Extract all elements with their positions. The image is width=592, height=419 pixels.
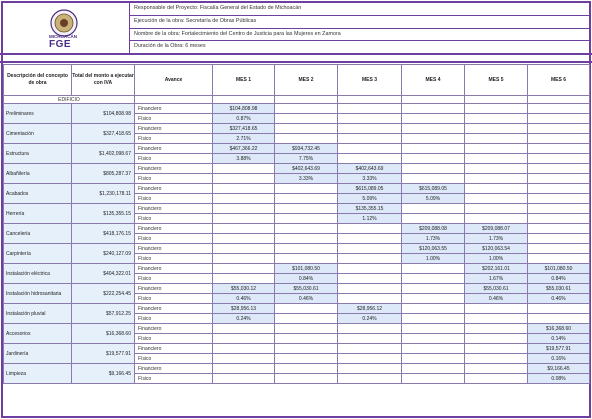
financiero-mes-1 xyxy=(213,324,275,334)
financiero-mes-2: $934,732.45 xyxy=(275,144,338,154)
fisico-mes-5: 1.67% xyxy=(465,274,528,284)
fisico-mes-4 xyxy=(402,174,465,184)
concept-name: Carpintería xyxy=(4,244,72,264)
concept-name: Estructura xyxy=(4,144,72,164)
fisico-mes-6 xyxy=(528,194,590,204)
fisico-mes-3: 1.12% xyxy=(338,214,402,224)
schedule-table xyxy=(3,64,590,384)
financiero-mes-4 xyxy=(402,344,465,354)
col-mes-6: MES 6 xyxy=(528,65,590,96)
fisico-mes-4 xyxy=(402,334,465,344)
financiero-mes-4: $209,088.08 xyxy=(402,224,465,234)
fisico-mes-1: 0.24% xyxy=(213,314,275,324)
concept-total: $9,166.45 xyxy=(72,364,135,384)
concept-name: Acabados xyxy=(4,184,72,204)
fisico-label: Físico xyxy=(135,274,213,284)
financiero-mes-4 xyxy=(402,304,465,314)
fisico-mes-5 xyxy=(465,334,528,344)
financiero-mes-1: $28,956.13 xyxy=(213,304,275,314)
col-mes-1: MES 1 xyxy=(213,65,275,96)
financiero-mes-6 xyxy=(528,104,590,114)
fisico-mes-2 xyxy=(275,254,338,264)
header-nombre: Nombre de la obra: Fortalecimiento del Centro de Justicia para las Mujeres en Zamora xyxy=(134,31,341,37)
fisico-mes-2 xyxy=(275,374,338,384)
concept-total: $418,176.15 xyxy=(72,224,135,244)
concept-name: Herrería xyxy=(4,204,72,224)
fisico-mes-2 xyxy=(275,234,338,244)
concept-total: $104,808.98 xyxy=(72,104,135,124)
table-row xyxy=(4,124,590,134)
concept-total: $404,322.01 xyxy=(72,264,135,284)
concept-total: $16,368.60 xyxy=(72,324,135,344)
financiero-mes-3 xyxy=(338,224,402,234)
fisico-label: Físico xyxy=(135,354,213,364)
col-mes-3: MES 3 xyxy=(338,65,402,96)
financiero-mes-5: $55,030.61 xyxy=(465,284,528,294)
fisico-mes-3: 0.24% xyxy=(338,314,402,324)
concept-total: $222,254.45 xyxy=(72,284,135,304)
fisico-mes-1 xyxy=(213,234,275,244)
financiero-label: Financiero xyxy=(135,144,213,154)
financiero-mes-2: $101,080.50 xyxy=(275,264,338,274)
fisico-mes-2: 7.75% xyxy=(275,154,338,164)
financiero-label: Financiero xyxy=(135,244,213,254)
fisico-mes-4 xyxy=(402,214,465,224)
financiero-mes-3 xyxy=(338,344,402,354)
fisico-mes-3 xyxy=(338,334,402,344)
fisico-mes-3 xyxy=(338,374,402,384)
fisico-mes-3 xyxy=(338,234,402,244)
concept-total: $1,230,178.11 xyxy=(72,184,135,204)
fisico-mes-5 xyxy=(465,314,528,324)
financiero-mes-1: $104,808.98 xyxy=(213,104,275,114)
fisico-mes-5 xyxy=(465,154,528,164)
fisico-mes-6 xyxy=(528,114,590,124)
fisico-mes-5 xyxy=(465,354,528,364)
fisico-mes-2: 0.84% xyxy=(275,274,338,284)
fisico-mes-1: 0.87% xyxy=(213,114,275,124)
financiero-mes-3 xyxy=(338,284,402,294)
financiero-mes-3 xyxy=(338,324,402,334)
fisico-mes-6: 0.46% xyxy=(528,294,590,304)
fisico-label: Físico xyxy=(135,314,213,324)
financiero-mes-1 xyxy=(213,224,275,234)
financiero-mes-5: $209,088.07 xyxy=(465,224,528,234)
table-row xyxy=(4,104,590,114)
financiero-mes-1 xyxy=(213,184,275,194)
concept-name: Instalación pluvial xyxy=(4,304,72,324)
financiero-mes-2 xyxy=(275,344,338,354)
financiero-label: Financiero xyxy=(135,364,213,374)
fisico-mes-2: 3.33% xyxy=(275,174,338,184)
col-avance: Avance xyxy=(135,65,213,96)
financiero-mes-2 xyxy=(275,364,338,374)
concept-total: $805,287.37 xyxy=(72,164,135,184)
concept-name: Albañilería xyxy=(4,164,72,184)
financiero-mes-3: $402,643.69 xyxy=(338,164,402,174)
financiero-mes-3 xyxy=(338,124,402,134)
fisico-label: Físico xyxy=(135,194,213,204)
fisico-mes-1: 0.46% xyxy=(213,294,275,304)
financiero-mes-3 xyxy=(338,144,402,154)
financiero-mes-2 xyxy=(275,304,338,314)
fisico-mes-3 xyxy=(338,254,402,264)
concept-name: Cimentación xyxy=(4,124,72,144)
financiero-mes-5: $202,161.01 xyxy=(465,264,528,274)
financiero-mes-1: $327,418.65 xyxy=(213,124,275,134)
fisico-mes-4 xyxy=(402,154,465,164)
financiero-mes-2 xyxy=(275,104,338,114)
financiero-mes-4 xyxy=(402,284,465,294)
fisico-mes-3 xyxy=(338,294,402,304)
financiero-mes-2 xyxy=(275,244,338,254)
financiero-mes-5 xyxy=(465,184,528,194)
financiero-mes-2 xyxy=(275,124,338,134)
logo-sub: MICHOACÁN xyxy=(49,34,77,39)
concept-total: $1,402,098.67 xyxy=(72,144,135,164)
fisico-mes-1: 2.71% xyxy=(213,134,275,144)
financiero-label: Financiero xyxy=(135,304,213,314)
financiero-mes-1 xyxy=(213,264,275,274)
financiero-mes-3 xyxy=(338,264,402,274)
financiero-mes-6 xyxy=(528,164,590,174)
fisico-mes-6: 0.14% xyxy=(528,334,590,344)
financiero-mes-6 xyxy=(528,244,590,254)
header-responsable: Responsable del Proyecto: Fiscalía General del Estado de Michoacán xyxy=(134,5,302,11)
fisico-mes-6: 0.84% xyxy=(528,274,590,284)
fisico-mes-2 xyxy=(275,114,338,124)
financiero-mes-5 xyxy=(465,104,528,114)
header-ejecucion: Ejecución de la obra: Secretaría de Obras Públicas xyxy=(134,18,257,24)
fisico-label: Físico xyxy=(135,134,213,144)
financiero-label: Financiero xyxy=(135,164,213,174)
fisico-mes-2 xyxy=(275,354,338,364)
financiero-mes-1 xyxy=(213,244,275,254)
table-row xyxy=(4,144,590,154)
fisico-mes-6 xyxy=(528,254,590,264)
fisico-mes-3 xyxy=(338,274,402,284)
fisico-mes-4: 1.73% xyxy=(402,234,465,244)
fisico-mes-2 xyxy=(275,214,338,224)
fisico-mes-1 xyxy=(213,354,275,364)
concept-total: $57,912.25 xyxy=(72,304,135,324)
fisico-label: Físico xyxy=(135,234,213,244)
fisico-mes-4 xyxy=(402,354,465,364)
financiero-mes-6 xyxy=(528,144,590,154)
concept-name: Accesorios xyxy=(4,324,72,344)
concept-name: Cancelería xyxy=(4,224,72,244)
financiero-mes-4: $120,063.55 xyxy=(402,244,465,254)
fisico-mes-1 xyxy=(213,214,275,224)
financiero-mes-5 xyxy=(465,124,528,134)
financiero-label: Financiero xyxy=(135,284,213,294)
fisico-mes-6 xyxy=(528,134,590,144)
fisico-mes-3: 5.09% xyxy=(338,194,402,204)
logo-text: FGE xyxy=(49,39,72,50)
financiero-mes-2 xyxy=(275,324,338,334)
fisico-mes-1 xyxy=(213,274,275,284)
table-row xyxy=(4,344,590,354)
financiero-mes-6: $16,368.60 xyxy=(528,324,590,334)
financiero-mes-5 xyxy=(465,364,528,374)
financiero-mes-2 xyxy=(275,184,338,194)
header-duracion: Duración de la Obra: 6 meses xyxy=(134,43,206,49)
financiero-label: Financiero xyxy=(135,324,213,334)
fisico-mes-3 xyxy=(338,354,402,364)
fisico-mes-4 xyxy=(402,314,465,324)
financiero-mes-5 xyxy=(465,164,528,174)
fisico-mes-1 xyxy=(213,174,275,184)
table-row xyxy=(4,304,590,314)
financiero-mes-5 xyxy=(465,144,528,154)
fisico-mes-4 xyxy=(402,374,465,384)
concept-total: $135,355.15 xyxy=(72,204,135,224)
concept-name: Instalación hidrosanitaria xyxy=(4,284,72,304)
financiero-label: Financiero xyxy=(135,124,213,134)
financiero-mes-6 xyxy=(528,124,590,134)
financiero-mes-6 xyxy=(528,204,590,214)
fisico-mes-1 xyxy=(213,374,275,384)
fisico-mes-2 xyxy=(275,314,338,324)
financiero-mes-2: $55,030.61 xyxy=(275,284,338,294)
fisico-mes-1 xyxy=(213,194,275,204)
concept-total: $19,577.91 xyxy=(72,344,135,364)
financiero-mes-3: $135,355.15 xyxy=(338,204,402,214)
fisico-mes-6 xyxy=(528,214,590,224)
fisico-mes-4 xyxy=(402,114,465,124)
financiero-mes-3 xyxy=(338,244,402,254)
table-row xyxy=(4,244,590,254)
fisico-mes-5 xyxy=(465,374,528,384)
fisico-label: Físico xyxy=(135,154,213,164)
financiero-mes-4 xyxy=(402,204,465,214)
fisico-mes-6 xyxy=(528,154,590,164)
table-row xyxy=(4,184,590,194)
financiero-mes-5 xyxy=(465,344,528,354)
concept-name: Instalación eléctrica xyxy=(4,264,72,284)
financiero-mes-4 xyxy=(402,264,465,274)
fisico-mes-5 xyxy=(465,214,528,224)
fisico-mes-6 xyxy=(528,174,590,184)
fisico-mes-6: 0.08% xyxy=(528,374,590,384)
financiero-mes-4 xyxy=(402,124,465,134)
col-mes-2: MES 2 xyxy=(275,65,338,96)
fisico-mes-6 xyxy=(528,234,590,244)
fisico-label: Físico xyxy=(135,174,213,184)
fisico-mes-3 xyxy=(338,154,402,164)
fisico-label: Físico xyxy=(135,114,213,124)
fisico-label: Físico xyxy=(135,294,213,304)
financiero-mes-1: $55,030.12 xyxy=(213,284,275,294)
fisico-mes-5 xyxy=(465,134,528,144)
fisico-mes-3 xyxy=(338,134,402,144)
fisico-mes-2 xyxy=(275,194,338,204)
fisico-mes-3 xyxy=(338,114,402,124)
financiero-mes-3 xyxy=(338,104,402,114)
fisico-mes-2 xyxy=(275,134,338,144)
fisico-mes-4: 1.00% xyxy=(402,254,465,264)
financiero-mes-2: $402,643.69 xyxy=(275,164,338,174)
financiero-label: Financiero xyxy=(135,224,213,234)
section-label: EDIFICIO xyxy=(4,96,135,104)
concept-total: $327,418.65 xyxy=(72,124,135,144)
fisico-mes-4: 5.09% xyxy=(402,194,465,204)
financiero-label: Financiero xyxy=(135,184,213,194)
fisico-mes-1 xyxy=(213,254,275,264)
financiero-mes-6 xyxy=(528,304,590,314)
table-row xyxy=(4,224,590,234)
financiero-mes-4 xyxy=(402,324,465,334)
table-row xyxy=(4,264,590,274)
financiero-mes-5 xyxy=(465,304,528,314)
fisico-label: Físico xyxy=(135,374,213,384)
fisico-mes-2 xyxy=(275,334,338,344)
financiero-label: Financiero xyxy=(135,204,213,214)
col-mes-4: MES 4 xyxy=(402,65,465,96)
fisico-mes-4 xyxy=(402,134,465,144)
fisico-mes-3: 3.33% xyxy=(338,174,402,184)
financiero-label: Financiero xyxy=(135,104,213,114)
financiero-mes-3: $28,956.12 xyxy=(338,304,402,314)
financiero-mes-3 xyxy=(338,364,402,374)
financiero-mes-6: $101,080.50 xyxy=(528,264,590,274)
concept-name: Jardinería xyxy=(4,344,72,364)
financiero-mes-1 xyxy=(213,364,275,374)
financiero-mes-1 xyxy=(213,204,275,214)
financiero-mes-6: $19,577.91 xyxy=(528,344,590,354)
financiero-mes-6 xyxy=(528,224,590,234)
concept-name: Limpieza xyxy=(4,364,72,384)
financiero-mes-4 xyxy=(402,104,465,114)
concept-name: Preliminares xyxy=(4,104,72,124)
concept-total: $240,127.09 xyxy=(72,244,135,264)
fisico-mes-1: 3.88% xyxy=(213,154,275,164)
financiero-mes-4 xyxy=(402,364,465,374)
fisico-label: Físico xyxy=(135,334,213,344)
logo-area xyxy=(3,3,130,53)
financiero-mes-6: $9,166.45 xyxy=(528,364,590,374)
table-header-row xyxy=(4,65,590,96)
fisico-mes-5: 1.00% xyxy=(465,254,528,264)
table-row xyxy=(4,204,590,214)
table-row xyxy=(4,364,590,374)
fisico-mes-2: 0.46% xyxy=(275,294,338,304)
financiero-mes-3: $615,089.05 xyxy=(338,184,402,194)
fisico-mes-5: 1.73% xyxy=(465,234,528,244)
fisico-label: Físico xyxy=(135,254,213,264)
financiero-mes-1 xyxy=(213,164,275,174)
financiero-mes-5 xyxy=(465,324,528,334)
financiero-mes-1: $467,366.22 xyxy=(213,144,275,154)
financiero-mes-4 xyxy=(402,164,465,174)
col-total: Total del monto a ejecutar con IVA xyxy=(72,65,135,96)
fisico-mes-5 xyxy=(465,194,528,204)
section-row xyxy=(4,96,590,104)
table-row xyxy=(4,284,590,294)
financiero-label: Financiero xyxy=(135,344,213,354)
fisico-mes-5 xyxy=(465,174,528,184)
fisico-mes-6 xyxy=(528,314,590,324)
fisico-label: Físico xyxy=(135,214,213,224)
fisico-mes-1 xyxy=(213,334,275,344)
financiero-mes-1 xyxy=(213,344,275,354)
fisico-mes-4 xyxy=(402,274,465,284)
col-descripcion: Descripción del concepto de obra xyxy=(4,65,72,96)
financiero-mes-5 xyxy=(465,204,528,214)
fisico-mes-4 xyxy=(402,294,465,304)
financiero-mes-6 xyxy=(528,184,590,194)
fisico-mes-6: 0.16% xyxy=(528,354,590,364)
col-mes-5: MES 5 xyxy=(465,65,528,96)
fisico-mes-5 xyxy=(465,114,528,124)
fisico-mes-5: 0.46% xyxy=(465,294,528,304)
financiero-label: Financiero xyxy=(135,264,213,274)
financiero-mes-4 xyxy=(402,144,465,154)
financiero-mes-5: $120,063.54 xyxy=(465,244,528,254)
financiero-mes-2 xyxy=(275,204,338,214)
financiero-mes-2 xyxy=(275,224,338,234)
financiero-mes-4: $615,089.05 xyxy=(402,184,465,194)
table-row xyxy=(4,164,590,174)
financiero-mes-6: $55,030.61 xyxy=(528,284,590,294)
table-row xyxy=(4,324,590,334)
